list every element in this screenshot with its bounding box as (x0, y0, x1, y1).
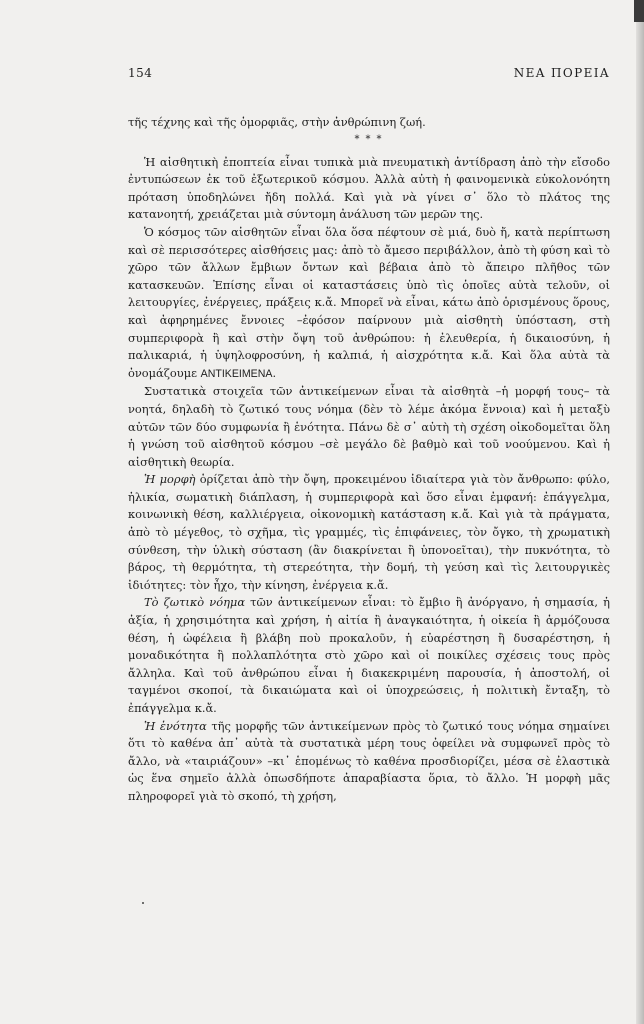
italic-term: Ἡ ἑνότητα (144, 718, 207, 733)
paragraph-text: τῶν ἀντικείμενων εἶναι: τὸ ἔμβιο ἢ ἀνόργανο, ἡ σημασία, ἡ ἀξία, ἡ χρησιμότητα καὶ χρήση, ἡ αἰτία ἢ ἀναγκαιότητα, ἡ οἰκεία ἢ ἁρμόζουσα θέση, ἡ ὠφέλεια ἢ βλάβη ποὺ προκαλοῦν, ἡ εὐαρέστηση ἢ δυσαρέστηση, ἡ μοναδικότητα ἢ πολλαπλότητα στὸ χῶρο καὶ οἱ ποικίλες σχέσεις τους πρὸς ἄλληλα. Καὶ τοῦ ἀνθρώπου εἶναι ἡ διακεκριμένη παρουσία, ἡ ἀποστολή, οἱ ταγμένοι σκοποί, τὰ δικαιώματα καὶ οἱ ὑποχρεώσεις, ἡ πολιτικὴ ἔνταξη, τὸ ἐπάγγελμα κ.ἄ. (128, 595, 610, 715)
paragraph-text: ὁρίζεται ἀπὸ τὴν ὄψη, προκειμένου ἰδιαίτερα γιὰ τὸν ἄνθρωπο: φύλο, ἡλικία, σωματικὴ διάπλαση, ἡ συμπεριφορὰ καὶ ὅσο εἶναι ἐμφανή: ἐπάγγελμα, κοινωνικὴ θέση, καλλιέργεια, οἰκονομικὴ κατάσταση κ.ἄ. Καὶ γιὰ τὰ πράγματα, ἀπὸ τὸ μέγεθος, τὸ σχῆμα, τὶς γραμμές, τὶς ἐπιφάνειες, τὸν ὄγκο, τὴ χρωματικὴ σύνθεση, τὴν ὑλικὴ σύσταση (ἂν διακρίνεται ἢ ὑπονοεῖται), τὴν πυκνότητα, τὸ βάρος, τὴ θερμότητα, τὴ στερεότητα, τὴν δομή, τὴ γεύση καὶ τὶς λειτουργικὲς ἰδιότητες: τὸν ἦχο, τὴν κίνηση, ἐνέργεια κ.ἄ. (128, 472, 610, 592)
page-header (128, 66, 610, 86)
running-title: ΝΕΑ ΠΟΡΕΙΑ (513, 66, 610, 80)
paragraph (128, 594, 610, 717)
paragraph (128, 718, 610, 806)
body-text (128, 114, 610, 806)
page-edge-shadow (636, 0, 644, 1024)
emphasis-caps: ΑΝΤΙΚΕΙΜΕΝΑ (200, 367, 273, 380)
page-number: 154 (128, 66, 153, 80)
paragraph (128, 471, 610, 594)
italic-term: Ἡ μορφὴ (144, 472, 196, 487)
italic-term: Τὸ ζωτικὸ νόημα (144, 595, 246, 610)
scan-corner-mark (634, 0, 644, 22)
paragraph-text: Ὁ κόσμος τῶν αἰσθητῶν εἶναι ὅλα ὅσα πέφτουν σὲ μιά, δυὸ ἤ, κατὰ περίπτωση καὶ σὲ περισσότερες αἰσθήσεις μας: ἀπὸ τὸ ἄμεσο περιβάλλον, ἀπὸ τὴ φύση καὶ τὸ χῶρο τῶν ἄλλων ἔμβιων ὄντων καὶ βέβαια ἀπὸ τὸ ἄπειρο πλῆθος τῶν κατασκευῶν. Ἐπίσης εἶναι οἱ καταστάσεις ὑπὸ τὶς ὁποῖες αὐτὰ τελοῦν, οἱ λειτουργίες, ἐνέργειες, πράξεις κ.ἄ. Μπορεῖ νὰ εἶναι, κάτω ἀπὸ ὁρισμένους ὅρους, καὶ ἀφηρημένες ἔννοιες –ἐφόσον παίρνουν μιὰ αἰσθητὴ ὑπόσταση, στὴ συμπεριφορὰ ἢ καὶ στὴν ὄψη τοῦ ἀνθρώπου: ἡ ἐλευθερία, ἡ δικαιοσύνη, ἡ παλικαριά, ἡ ὑψηλοφροσύνη, ἡ καλπιά, ἡ αἰσχρότητα κ.ἄ. Καὶ ὅλα αὐτὰ τὰ ὀνομάζουμε (128, 224, 610, 380)
paragraph (128, 383, 610, 471)
paragraph-text: τῆς μορφῆς τῶν ἀντικείμενων πρὸς τὸ ζωτικό τους νόημα σημαίνει ὅτι τὸ καθένα ἀπ᾽ αὐτὰ τὰ συστατικὰ μέρη τους ὀφείλει νὰ συμφωνεῖ πρὸς τὸ ἄλλο, νὰ «ταιριάζουν» –κι᾽ ἑπομένως τὸ καθένα προσδιορίζει, μέσα σὲ ἐλαστικὰ ὡς ἕνα σημεῖο ἀλλὰ ὁπωσδήποτε ἀπαραβίαστα ὅρια, τὸ ἄλλο. Ἡ μορφὴ μᾶς πληροφορεῖ γιὰ τὸ σκοπό, τὴ χρήση, (128, 718, 610, 803)
paragraph-text: Συστατικὰ στοιχεῖα τῶν ἀντικείμενων εἶναι τὰ αἰσθητὰ –ἡ μορφή τους– τὰ νοητά, δηλαδὴ τὸ ζωτικό τους νόημα (δὲν τὸ λέμε ἀκόμα ἔννοια) καὶ ἡ μεταξὺ αὐτῶν τῶν δύο συμφωνία ἢ ἑνότητα. Πάνω δὲ σ᾽ αὐτὴ τὴ σχέση οἰκοδομεῖται ὅλη ἡ γνώση τοῦ αἰσθητοῦ κόσμου –σὲ μεγάλο δὲ βαθμὸ καὶ τοῦ νοούμενου. Καὶ ἡ αἰσθητικὴ θεωρία. (128, 384, 610, 469)
paragraph-text: Ἡ αἰσθητικὴ ἐποπτεία εἶναι τυπικὰ μιὰ πνευματικὴ ἀντίδραση ἀπὸ τὴν εἴσοδο ἐντυπώσεων ἐκ τοῦ ἐξωτερικοῦ κόσμου. Ἀλλὰ αὐτὴ ἡ φαινομενικὰ εὐκολονόητη πρόταση ὑποδηλώνει ἤδη πολλά. Καὶ γιὰ νὰ γίνει σ᾽ ὅλο τὸ πλάτος της κατανοητή, χρειάζεται μιὰ σύντομη ἀνάλυση τῶν μερῶν της. (128, 154, 610, 222)
scan-speck (142, 902, 144, 904)
paragraph (128, 154, 610, 224)
paragraph-text: τῆς τέχνης καὶ τῆς ὁμορφιᾶς, στὴν ἀνθρώπινη ζωή. (128, 115, 426, 129)
paragraph-tail: . (272, 365, 277, 380)
paragraph (128, 224, 610, 383)
section-separator: * * * (354, 133, 384, 145)
paragraph (128, 114, 610, 132)
